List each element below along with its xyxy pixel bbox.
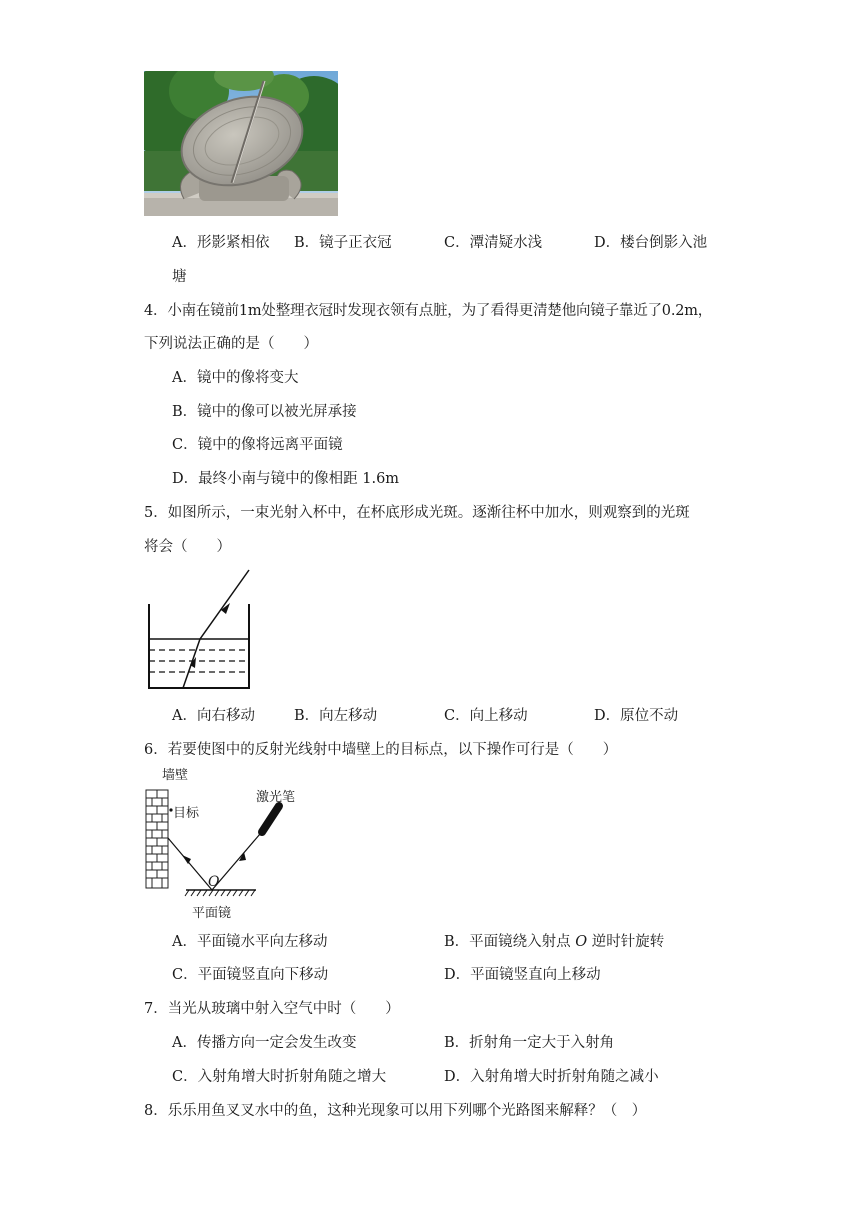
q7-option-b[interactable]: B．折射角一定大于入射角 xyxy=(444,1035,615,1051)
laser-mirror-diagram xyxy=(144,764,314,920)
q5-stem-line2: 将会（ ） xyxy=(144,539,231,555)
target-label: 目标 xyxy=(173,806,200,821)
incidence-point-label: O xyxy=(208,874,220,890)
q4-option-b[interactable]: B．镜中的像可以被光屏承接 xyxy=(172,404,357,420)
q5-option-d[interactable]: D．原位不动 xyxy=(594,708,679,724)
laser-pen-label: 激光笔 xyxy=(256,790,296,805)
q8-stem: 8．乐乐用鱼叉叉水中的鱼，这种光现象可以用下列哪个光路图来解释？（ ） xyxy=(144,1103,647,1119)
q7-option-a[interactable]: A．传播方向一定会发生改变 xyxy=(172,1035,357,1051)
q4-stem-line2: 下列说法正确的是（ ） xyxy=(144,336,318,352)
q4-option-a[interactable]: A．镜中的像将变大 xyxy=(172,370,299,386)
q4-stem-line1: 4．小南在镜前1m处整理衣冠时发现衣领有点脏，为了看得更清楚他向镜子靠近了0.2m， xyxy=(144,303,713,319)
q7-option-c[interactable]: C．入射角增大时折射角随之增大 xyxy=(172,1069,387,1085)
q3-option-d-continued: 塘 xyxy=(172,269,187,285)
sundial-photo xyxy=(144,71,338,216)
q5-option-c[interactable]: C．向上移动 xyxy=(444,708,528,724)
q7-option-d[interactable]: D．入射角增大时折射角随之减小 xyxy=(444,1069,659,1085)
q5-option-a[interactable]: A．向右移动 xyxy=(172,708,255,724)
q3-option-d[interactable]: D．楼台倒影入池 xyxy=(594,235,708,251)
q3-option-b[interactable]: B．镜子正衣冠 xyxy=(294,235,392,251)
cup-refraction-diagram xyxy=(144,566,254,692)
q6-option-d[interactable]: D．平面镜竖直向上移动 xyxy=(444,967,601,983)
q6-option-b[interactable]: B．平面镜绕入射点 O 逆时针旋转 xyxy=(444,934,665,950)
q6-option-a[interactable]: A．平面镜水平向左移动 xyxy=(172,934,328,950)
q4-option-c[interactable]: C．镜中的像将远离平面镜 xyxy=(172,437,343,453)
q3-option-a[interactable]: A．形影紧相依 xyxy=(172,235,270,251)
q7-stem: 7．当光从玻璃中射入空气中时（ ） xyxy=(144,1001,400,1017)
mirror-label: 平面镜 xyxy=(192,906,232,921)
q6-stem: 6．若要使图中的反射光线射中墙壁上的目标点，以下操作可行是（ ） xyxy=(144,742,618,758)
wall-label: 墙壁 xyxy=(162,768,189,783)
q5-option-b[interactable]: B．向左移动 xyxy=(294,708,378,724)
q6-option-c[interactable]: C．平面镜竖直向下移动 xyxy=(172,967,329,983)
q4-option-d[interactable]: D．最终小南与镜中的像相距 1.6m xyxy=(172,471,400,487)
q5-stem-line1: 5．如图所示，一束光射入杯中，在杯底形成光斑。逐渐往杯中加水，则观察到的光斑 xyxy=(144,505,690,521)
q3-option-c[interactable]: C．潭清疑水浅 xyxy=(444,235,543,251)
